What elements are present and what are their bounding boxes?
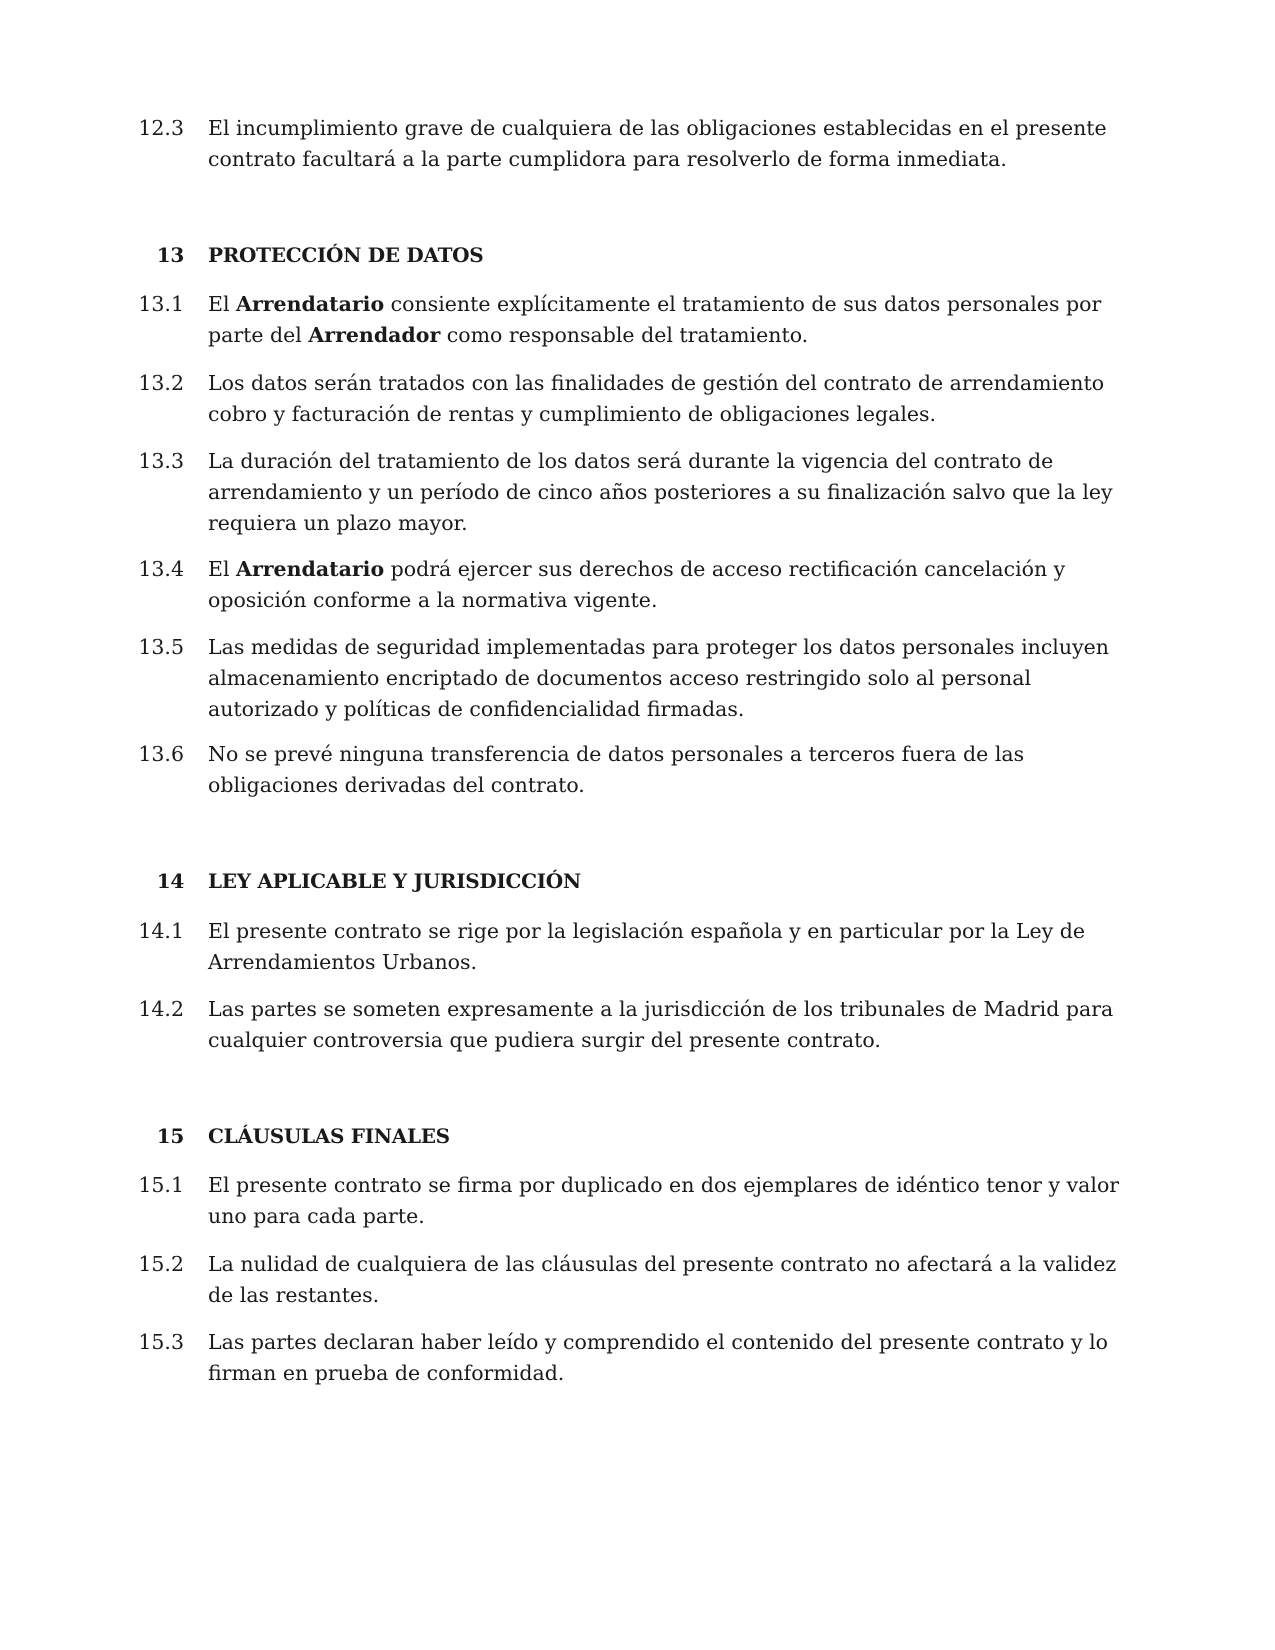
section-title: LEY APLICABLE Y JURISDICCIÓN (208, 869, 581, 893)
clause-number: 13.2 (138, 371, 184, 395)
clause-number: 13.4 (138, 557, 184, 581)
clause-number: 13.6 (138, 742, 184, 766)
clause-text: Los datos serán tratados con las finalidades de gestión del contrato de arrendamiento cobro y facturación de rentas y cumplimiento de obligaciones legales. (208, 371, 1105, 426)
section-number: 14 (156, 869, 184, 893)
section-title: PROTECCIÓN DE DATOS (208, 243, 484, 267)
clause-text: El presente contrato se firma por duplicado en dos ejemplares de idéntico tenor y valor uno para cada parte. (208, 1173, 1120, 1228)
clause-number: 15.2 (138, 1252, 184, 1276)
clause-text: La nulidad de cualquiera de las cláusulas del presente contrato no afectará a la validez de las restantes. (208, 1252, 1117, 1307)
clause-number: 14.1 (138, 919, 184, 943)
clause-number: 15.3 (138, 1330, 184, 1354)
clause-number: 13.5 (138, 635, 184, 659)
section-number: 13 (156, 243, 184, 267)
clause-text: Las partes declaran haber leído y comprendido el contenido del presente contrato y lo firman en prueba de conformidad. (208, 1330, 1109, 1385)
clause-number: 13.3 (138, 449, 184, 473)
clause-number: 14.2 (138, 997, 184, 1021)
clause-text: Las medidas de seguridad implementadas para proteger los datos personales incluyen almacenamiento encriptado de documentos acceso restringido solo al personal autorizado y políticas de confidencialidad firmadas. (208, 635, 1109, 721)
clause-text: No se prevé ninguna transferencia de datos personales a terceros fuera de las obligaciones derivadas del contrato. (208, 742, 1025, 797)
clause-number: 12.3 (138, 116, 184, 140)
clause-text: El presente contrato se rige por la legislación española y en particular por la Ley de Arrendamientos Urbanos. (208, 919, 1086, 974)
section-number: 15 (156, 1124, 184, 1148)
clause-text: El incumplimiento grave de cualquiera de las obligaciones establecidas en el presente contrato facultará a la parte cumplidora para resolverlo de forma inmediata. (208, 116, 1107, 171)
party-arrendador: Arrendador (308, 323, 441, 347)
clause-text: El Arrendatario podrá ejercer sus derechos de acceso rectificación cancelación y oposición conforme a la normativa vigente. (208, 557, 1066, 612)
clause-text: El Arrendatario consiente explícitamente el tratamiento de sus datos personales por parte del Arrendador como responsable del tratamiento. (208, 292, 1102, 347)
clause-number: 13.1 (138, 292, 184, 316)
clause-text: La duración del tratamiento de los datos será durante la vigencia del contrato de arrendamiento y un período de cinco años posteriores a su finalización salvo que la ley requiera un plazo mayor. (208, 449, 1113, 535)
section-title: CLÁUSULAS FINALES (208, 1124, 450, 1148)
party-arrendatario: Arrendatario (236, 557, 385, 581)
party-arrendatario: Arrendatario (236, 292, 385, 316)
clause-text: Las partes se someten expresamente a la jurisdicción de los tribunales de Madrid para cualquier controversia que pudiera surgir del presente contrato. (208, 997, 1114, 1052)
clause-number: 15.1 (138, 1173, 184, 1197)
